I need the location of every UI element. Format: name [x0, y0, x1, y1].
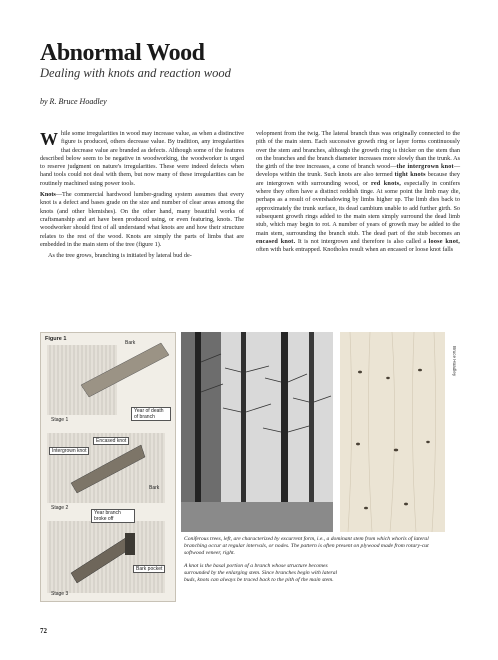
label-bark-top: Bark [125, 340, 136, 346]
photo-coniferous-trees [181, 332, 333, 532]
label-year-death: Year of death of branch [131, 407, 171, 421]
caption-knot-definition: A knot is the basal portion of a branch whose structure becomes surrounded by the enlarging stem. Since branches begin with lateral buds, knots can always be traced back to the pith of the main stem. [184, 563, 338, 583]
term-encased-knot: encased knot. [256, 237, 296, 245]
conifer-forest-drawing [181, 332, 333, 532]
bark-pocket-shape [125, 533, 135, 555]
photo-credit: Bruce Hoadley [452, 346, 457, 377]
photo-plywood-veneer [340, 332, 445, 532]
figure-knot-stages [40, 332, 176, 602]
term-loose-knot: loose knot, [428, 237, 460, 245]
caption-photos: Coniferous trees, left, are characterized by excurrent form, i.e., a dominant stem from which whorls of lateral branching occur at regular intervals, or nodes. The pattern is often present on plywood made from rotary-cut softwood veneer, right. [184, 536, 429, 556]
paragraph-knots: Knots—The commercial hardwood lumber-grading system assumes that every knot is a defect and bases grade on the size and number of clear areas among the knots (and other blemishes). On the other hand, many beautiful works of craftsmanship and art have been produced using, or even featuring, knots. The woodworker should first of all understand what knots are and how their structure relates to the rest of the wood. Knots are simply the parts of limbs that are embedded in the main stem of the tree (figure 1). [40, 191, 244, 248]
label-stage2: Stage 2 [51, 505, 69, 511]
article-title: Abnormal Wood [40, 40, 205, 66]
label-bark-pocket: Bark pocket [133, 565, 165, 573]
label-encased-knot: Encased knot [93, 437, 129, 445]
paragraph-intro: While some irregularities in wood may increase value, as when a distinctive figure is produced, others decrease value. By tradition, any irregularities that decrease value are branded as defects. Although some of the features described below seem to be negative in woodworking, the woodworker is urged to reserve judgment on nature's irregularities. These were indeed defects when hand tools could not deal with them, but now many of these irregularities can be routinely machined using power tools. [40, 129, 244, 187]
drop-cap: W [40, 129, 58, 149]
text-column-right [256, 130, 460, 257]
term-red-knots: red knots, [371, 179, 401, 187]
section-runin-knots: Knots [40, 191, 56, 199]
paragraph-branching: As the tree grows, branching is initiated by lateral bud de- [48, 252, 192, 260]
plywood-drawing [340, 332, 445, 532]
label-intergrown-knot: Intergrown knot [49, 447, 89, 455]
article-subtitle: Dealing with knots and reaction wood [40, 66, 231, 80]
paragraph-knot-development: velopment from the twig. The lateral branch thus was originally connected to the pith of the main stem. Each successive growth ring or layer forms continuously over the stem and branches, although the growth ring is thicker on the stem than on the branches and the branch diameter increases more slowly than the trunk. As the girth of the tree increases, a cone of branch wood—the intergrown knot—develops within the trunk. Such knots are also termed tight knots because they are intergrown with surrounding wood, or red knots, especially in conifers where they often have a distinct reddish tinge. At some point the limb may die, perhaps as a result of overshadowing by limbs higher up. The limb dies back to approximately the trunk surface, its dead cambium unable to add further girth. So subsequent growth rings added to the main stem simply surround the dead limb stub, which may begin to rot. A number of years of growth may be added to the main stem, surrounding the branch stub. The dead part of the stub becomes an encased knot. It is not intergrown and therefore is also called a loose knot, often with bark entrapped. Knotholes result when an encased or loose knot falls [256, 130, 460, 254]
term-intergrown-knot: the intergrown knot [396, 163, 454, 171]
figure-title: Figure 1 [45, 336, 67, 342]
knot-stages-drawing [41, 333, 175, 601]
page-number: 72 [40, 627, 47, 635]
label-stage3: Stage 3 [51, 591, 69, 597]
term-tight-knots: tight knots [394, 171, 426, 179]
label-bark-mid: Bark [149, 485, 160, 491]
label-stage1: Stage 1 [51, 417, 69, 423]
label-year-broke: Year branch broke off [91, 509, 135, 523]
byline: by R. Bruce Hoadley [40, 97, 107, 106]
text-column-left [40, 130, 244, 263]
